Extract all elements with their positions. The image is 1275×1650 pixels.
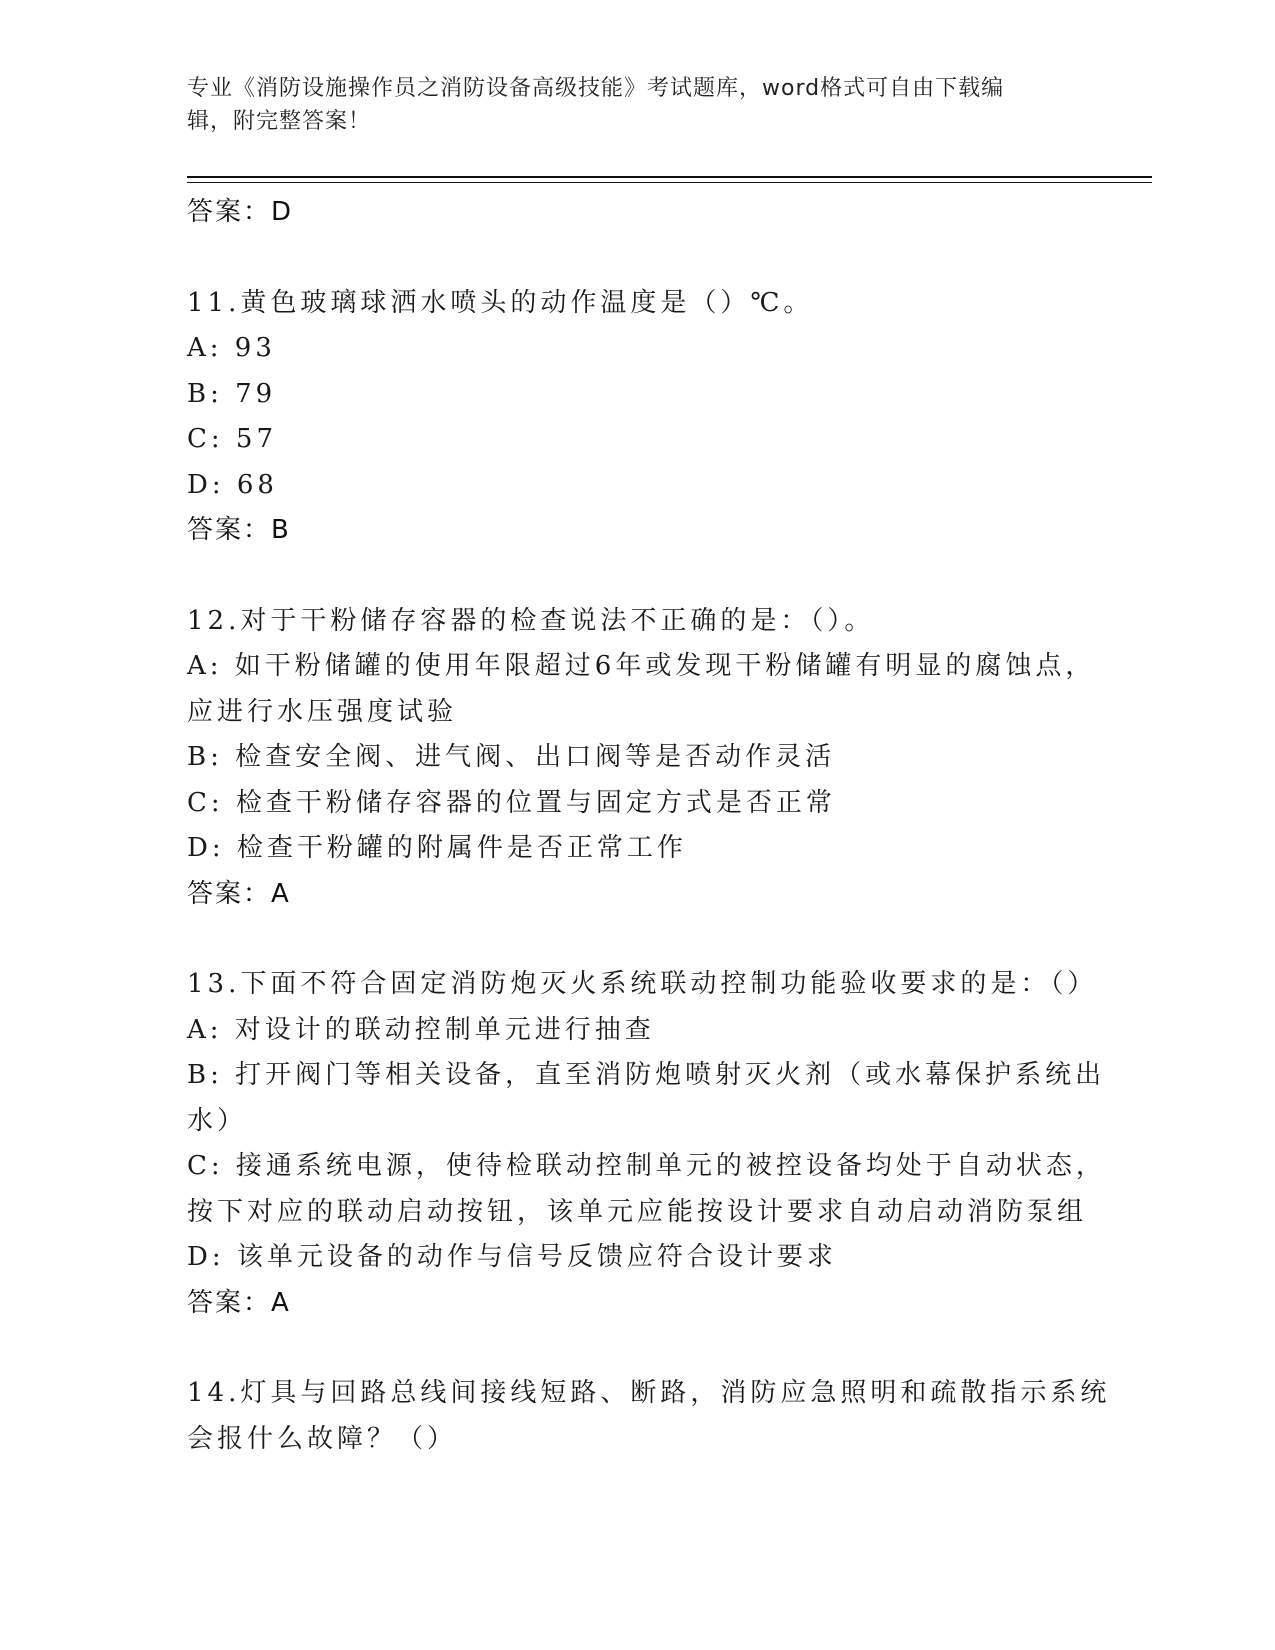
document-body [187,190,1111,1462]
option-b: B: 检查安全阀、进气阀、出口阀等是否动作灵活 [187,742,836,772]
option-d: D: 检查干粉罐的附属件是否正常工作 [187,833,687,863]
option-b: B: 79 [187,378,277,409]
question-stem: 11.黄色玻璃球洒水喷头的动作温度是（）℃。 [187,287,814,318]
header-line-1: 专业《消防设施操作员之消防设备高级技能》考试题库，word格式可自由下载编 [187,76,1005,101]
option-a-line-1: A: 如干粉储罐的使用年限超过6年或发现干粉储罐有明显的腐蚀点， [187,651,1096,681]
question-stem: 13.下面不符合固定消防炮灭火系统联动控制功能验收要求的是：（） [187,969,1098,999]
previous-answer: 答案：D [187,197,294,227]
question-stem-line-1: 14.灯具与回路总线间接线短路、断路，消防应急照明和疏散指示系统 [187,1378,1111,1408]
question-11 [187,281,1087,554]
page-header [187,72,1067,138]
question-12 [187,599,1096,918]
header-line-2: 辑，附完整答案！ [187,109,372,134]
answer: 答案：B [187,515,291,545]
option-d: D: 68 [187,469,278,500]
header-rule-thin [187,182,1152,183]
option-b-line-1: B: 打开阀门等相关设备，直至消防炮喷射灭火剂（或水幕保护系统出 [187,1060,1106,1090]
option-c-line-1: C: 接通系统电源，使待检联动控制单元的被控设备均处于自动状态， [187,1151,1106,1181]
option-b-line-2: 水） [187,1105,248,1136]
option-c: C: 57 [187,424,278,454]
answer: 答案：A [187,1287,291,1318]
answer: 答案：A [187,878,291,909]
question-14 [187,1371,1111,1462]
question-stem: 12.对于干粉储存容器的检查说法不正确的是：（）。 [187,605,875,636]
question-13 [187,962,1106,1326]
option-a-line-2: 应进行水压强度试验 [187,696,458,727]
option-d: D: 该单元设备的动作与信号反馈应符合设计要求 [187,1242,837,1272]
option-a: A: 93 [187,333,276,363]
option-c-line-2: 按下对应的联动启动按钮，该单元应能按设计要求自动启动消防泵组 [187,1196,1088,1227]
question-stem-line-2: 会报什么故障？（） [187,1423,458,1454]
option-a: A: 对设计的联动控制单元进行抽查 [187,1014,655,1045]
option-c: C: 检查干粉储存容器的位置与固定方式是否正常 [187,787,836,818]
header-rule-thick [187,176,1152,178]
